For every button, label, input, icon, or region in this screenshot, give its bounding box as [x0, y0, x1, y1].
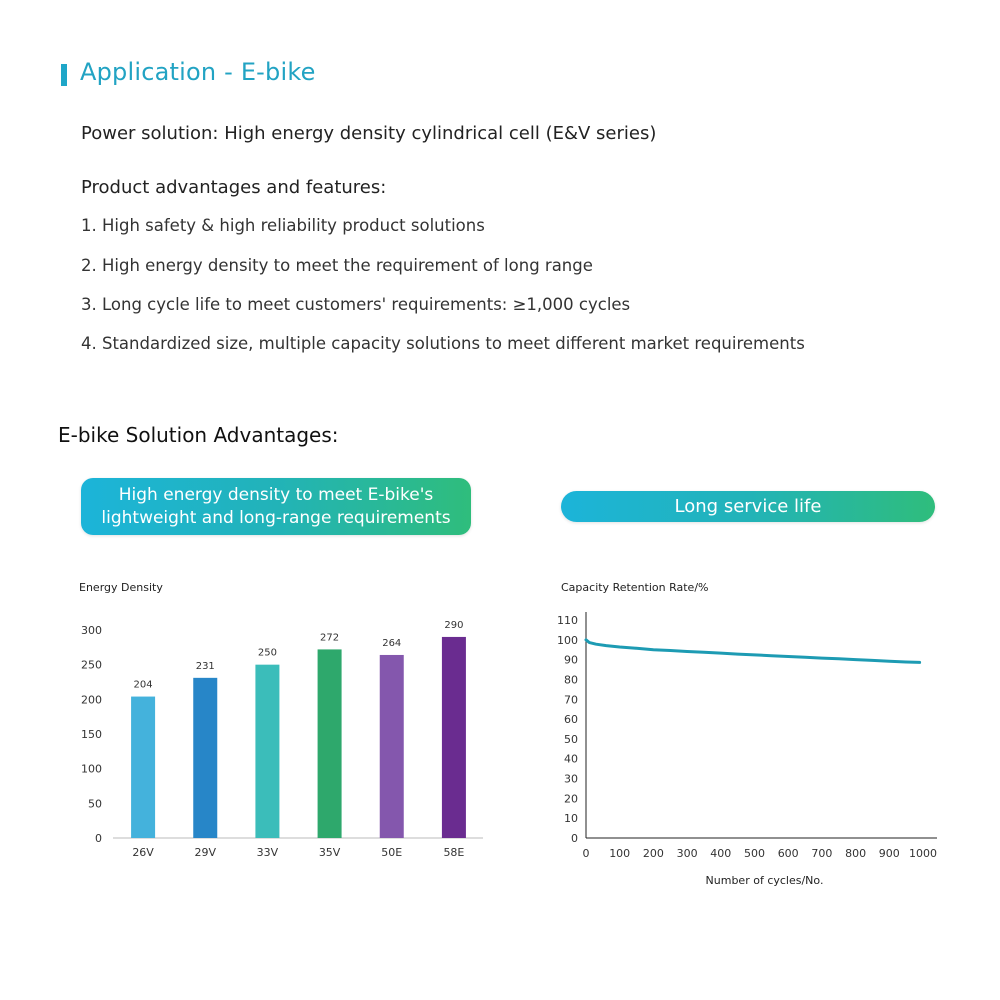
y-tick-label: 150 — [81, 728, 102, 741]
retention-series-line — [586, 640, 920, 663]
x-tick-label: 400 — [710, 847, 732, 860]
y-tick-label: 110 — [557, 614, 578, 627]
x-tick-label: 700 — [811, 847, 833, 860]
x-axis-label: Number of cycles/No. — [705, 874, 824, 887]
data-label: 272 — [320, 632, 340, 644]
x-tick-label: 800 — [845, 847, 867, 860]
x-tick-label: 33V — [256, 846, 279, 859]
service-life-banner: Long service life — [561, 491, 935, 522]
x-tick-label: 0 — [582, 847, 590, 860]
x-tick-label: 50E — [381, 846, 403, 859]
y-tick-label: 200 — [81, 693, 102, 707]
y-tick-label: 250 — [81, 658, 102, 672]
x-tick-label: 58E — [443, 846, 465, 859]
y-tick-label: 40 — [564, 752, 578, 766]
feature-item: 1. High safety & high reliability product solutions — [81, 216, 485, 235]
energy-density-bar-chart — [60, 570, 500, 870]
data-label: 204 — [133, 679, 153, 691]
data-label: 264 — [382, 637, 402, 649]
y-tick-label: 100 — [81, 762, 102, 776]
x-tick-label: 100 — [609, 847, 631, 860]
feature-item: 2. High energy density to meet the requirement of long range — [81, 256, 593, 275]
capacity-retention-line-chart — [550, 570, 970, 900]
y-axis-label: Capacity Retention Rate/% — [561, 581, 709, 594]
y-tick-label: 60 — [564, 713, 578, 727]
feature-item: 3. Long cycle life to meet customers' requirements: ≥1,000 cycles — [81, 295, 631, 314]
y-tick-label: 300 — [81, 624, 102, 637]
y-axis-label: Energy Density — [79, 581, 163, 594]
feature-item: 4. Standardized size, multiple capacity solutions to meet different market requirements — [81, 334, 805, 353]
y-tick-label: 50 — [564, 732, 578, 746]
y-tick-label: 70 — [564, 693, 578, 707]
x-tick-label: 35V — [318, 846, 341, 859]
power-solution-text: Power solution: High energy density cylindrical cell (E&V series) — [81, 123, 657, 144]
y-tick-label: 50 — [88, 797, 102, 811]
y-tick-label: 90 — [564, 653, 578, 667]
x-tick-label: 500 — [744, 847, 765, 860]
solution-advantages-title: E-bike Solution Advantages: — [58, 423, 339, 447]
x-tick-label: 900 — [878, 847, 900, 860]
bar-58E — [442, 637, 466, 838]
bar-26V — [131, 697, 155, 838]
energy-density-banner-line2: lightweight and long-range requirements — [101, 507, 451, 528]
x-tick-label: 1000 — [909, 847, 937, 860]
y-tick-label: 0 — [95, 832, 102, 845]
data-label: 231 — [195, 660, 215, 672]
x-tick-label: 26V — [132, 846, 154, 859]
y-tick-label: 80 — [564, 673, 578, 687]
y-tick-label: 0 — [571, 832, 578, 845]
x-tick-label: 200 — [642, 847, 664, 860]
y-tick-label: 100 — [557, 633, 578, 647]
advantages-heading: Product advantages and features: — [81, 177, 387, 198]
energy-density-banner-line1: High energy density to meet E-bike's — [118, 485, 434, 506]
y-tick-label: 20 — [564, 792, 578, 806]
bar-35V — [318, 649, 342, 838]
title-accent-bar — [61, 64, 67, 86]
energy-density-banner — [81, 478, 471, 535]
data-label: 290 — [444, 619, 464, 631]
bar-50E — [380, 655, 404, 838]
bar-33V — [255, 665, 279, 838]
x-tick-label: 600 — [777, 847, 799, 860]
data-label: 250 — [257, 647, 277, 659]
x-tick-label: 29V — [194, 846, 217, 859]
y-tick-label: 30 — [564, 772, 578, 786]
y-tick-label: 10 — [564, 812, 578, 826]
bar-29V — [193, 678, 217, 838]
x-tick-label: 300 — [676, 847, 698, 860]
page-title: Application - E-bike — [80, 58, 316, 86]
